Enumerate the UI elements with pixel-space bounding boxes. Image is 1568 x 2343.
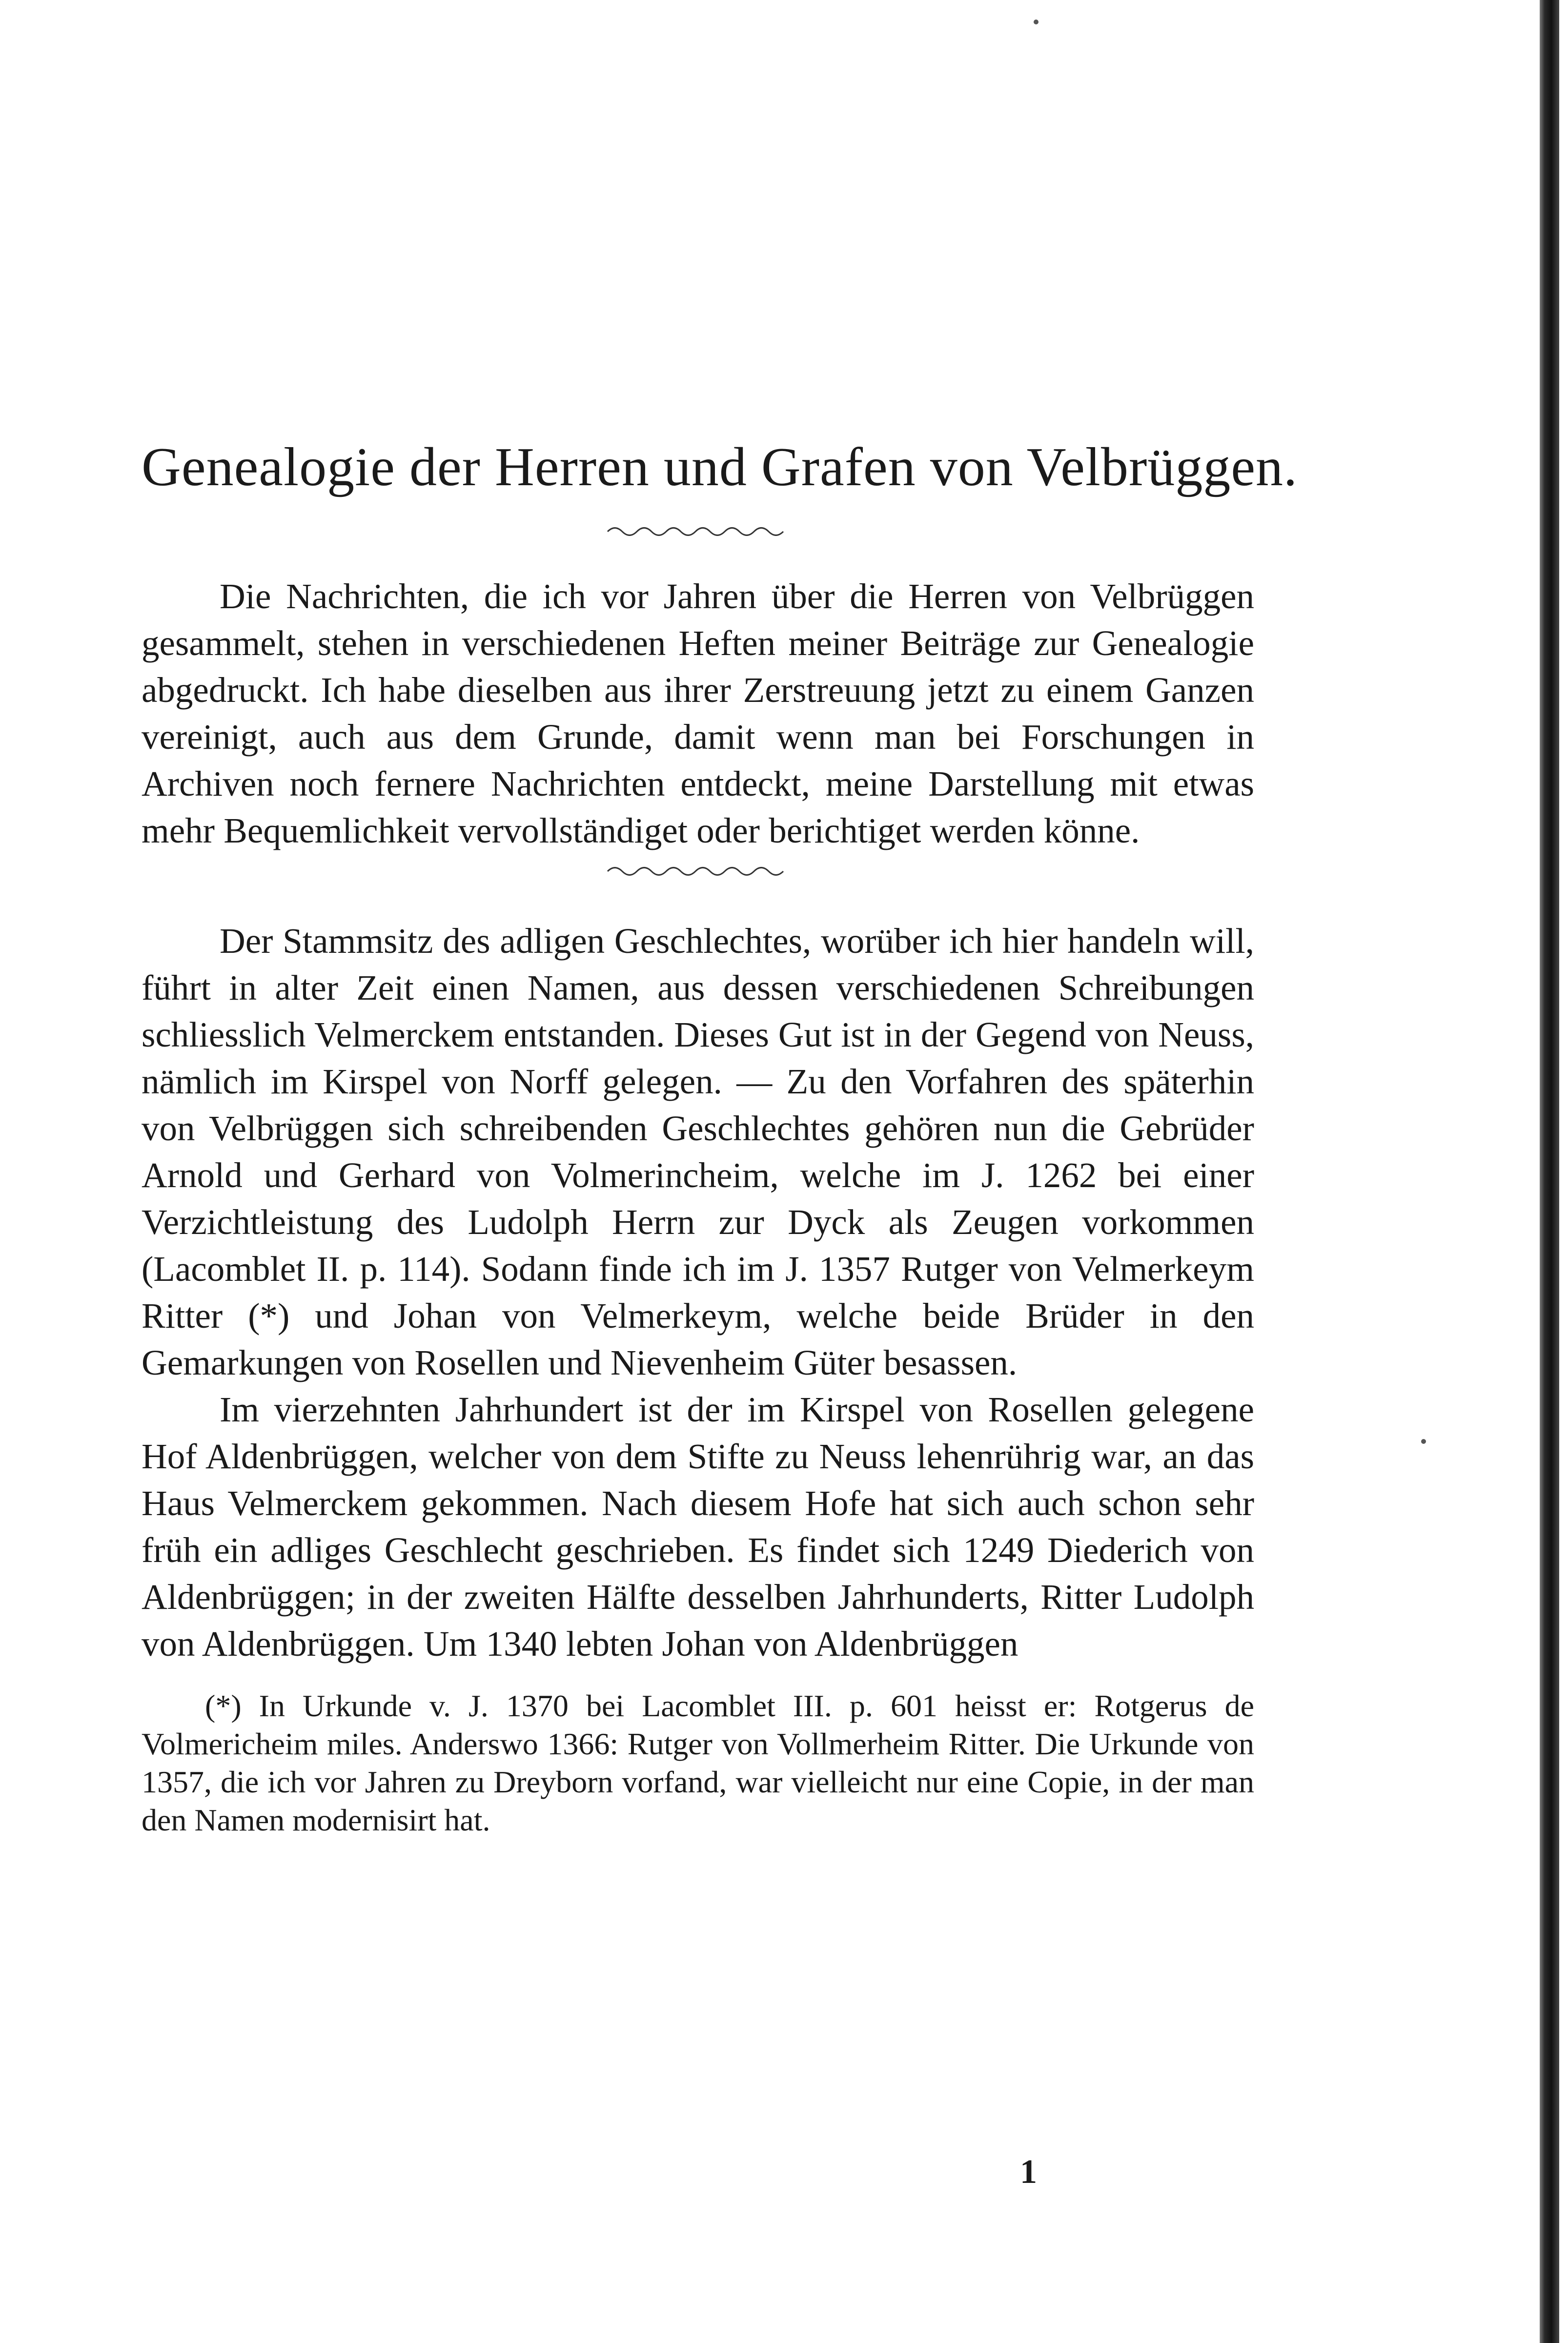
dust-speck [1034, 20, 1039, 24]
dust-speck [1421, 1439, 1426, 1444]
wavy-divider [605, 864, 791, 879]
page-number: 1 [1020, 2153, 1037, 2191]
page-content [142, 434, 1298, 1870]
paragraph-2: Der Stammsitz des adligen Geschlechtes, worüber ich hier handeln will, führt in alter Zeit einen Namen, aus dessen verschiedenen Schreibungen schliesslich Velmerckem entstanden. Dieses Gut ist in der Gegend von Neuss, nämlich im Kirspel von Norff gelegen. — Zu den Vorfahren des späterhin von Velbrüggen sich schreibenden Geschlechtes gehören nun die Gebrüder Arnold und Gerhard von Volmerincheim, welche im J. 1262 bei einer Verzichtleistung des Ludolph Herrn zur Dyck als Zeugen vorkommen (Lacomblet II. p. 114). Sodann finde ich im J. 1357 Rutger von Velmerkeym Ritter (*) und Johan von Velmerkeym, welche beide Brüder in den Gemarkungen von Rosellen und Nievenheim Güter besassen. [142, 921, 1254, 1383]
wavy-divider [605, 524, 791, 539]
page-edge [1540, 0, 1559, 2343]
footnote: (*) In Urkunde v. J. 1370 bei Lacomblet III. p. 601 heisst er: Rotgerus de Volmericheim miles. Anderswo 1366: Rutger von Vollmerheim Ritter. Die Urkunde von 1357, die ich vor Jahren zu Dreyborn vorfand, war vielleicht nur eine Copie, in der man den Namen modernisirt hat. [142, 1688, 1254, 1838]
page-title: Genealogie der Herren und Grafen von Velbrüggen. [142, 437, 1298, 497]
paragraph-3: Im vierzehnten Jahrhundert ist der im Kirspel von Rosellen gelegene Hof Aldenbrüggen, welcher von dem Stifte zu Neuss lehenrührig war, an das Haus Velmerckem gekommen. Nach diesem Hofe hat sich auch schon sehr früh ein adliges Geschlecht geschrieben. Es findet sich 1249 Diederich von Aldenbrüggen; in der zweiten Hälfte desselben Jahrhunderts, Ritter Ludolph von Aldenbrüggen. Um 1340 lebten Johan von Aldenbrüggen [142, 1390, 1254, 1664]
paragraph-1: Die Nachrichten, die ich vor Jahren über die Herren von Velbrüggen gesammelt, stehen in verschiedenen Heften meiner Beiträge zur Genealogie abgedruckt. Ich habe dieselben aus ihrer Zerstreuung jetzt zu einem Ganzen vereinigt, auch aus dem Grunde, damit wenn man bei Forschungen in Archiven noch fernere Nachrichten entdeckt, meine Darstellung mit etwas mehr Bequemlichkeit vervollständiget oder berichtiget werden könne. [142, 576, 1254, 851]
